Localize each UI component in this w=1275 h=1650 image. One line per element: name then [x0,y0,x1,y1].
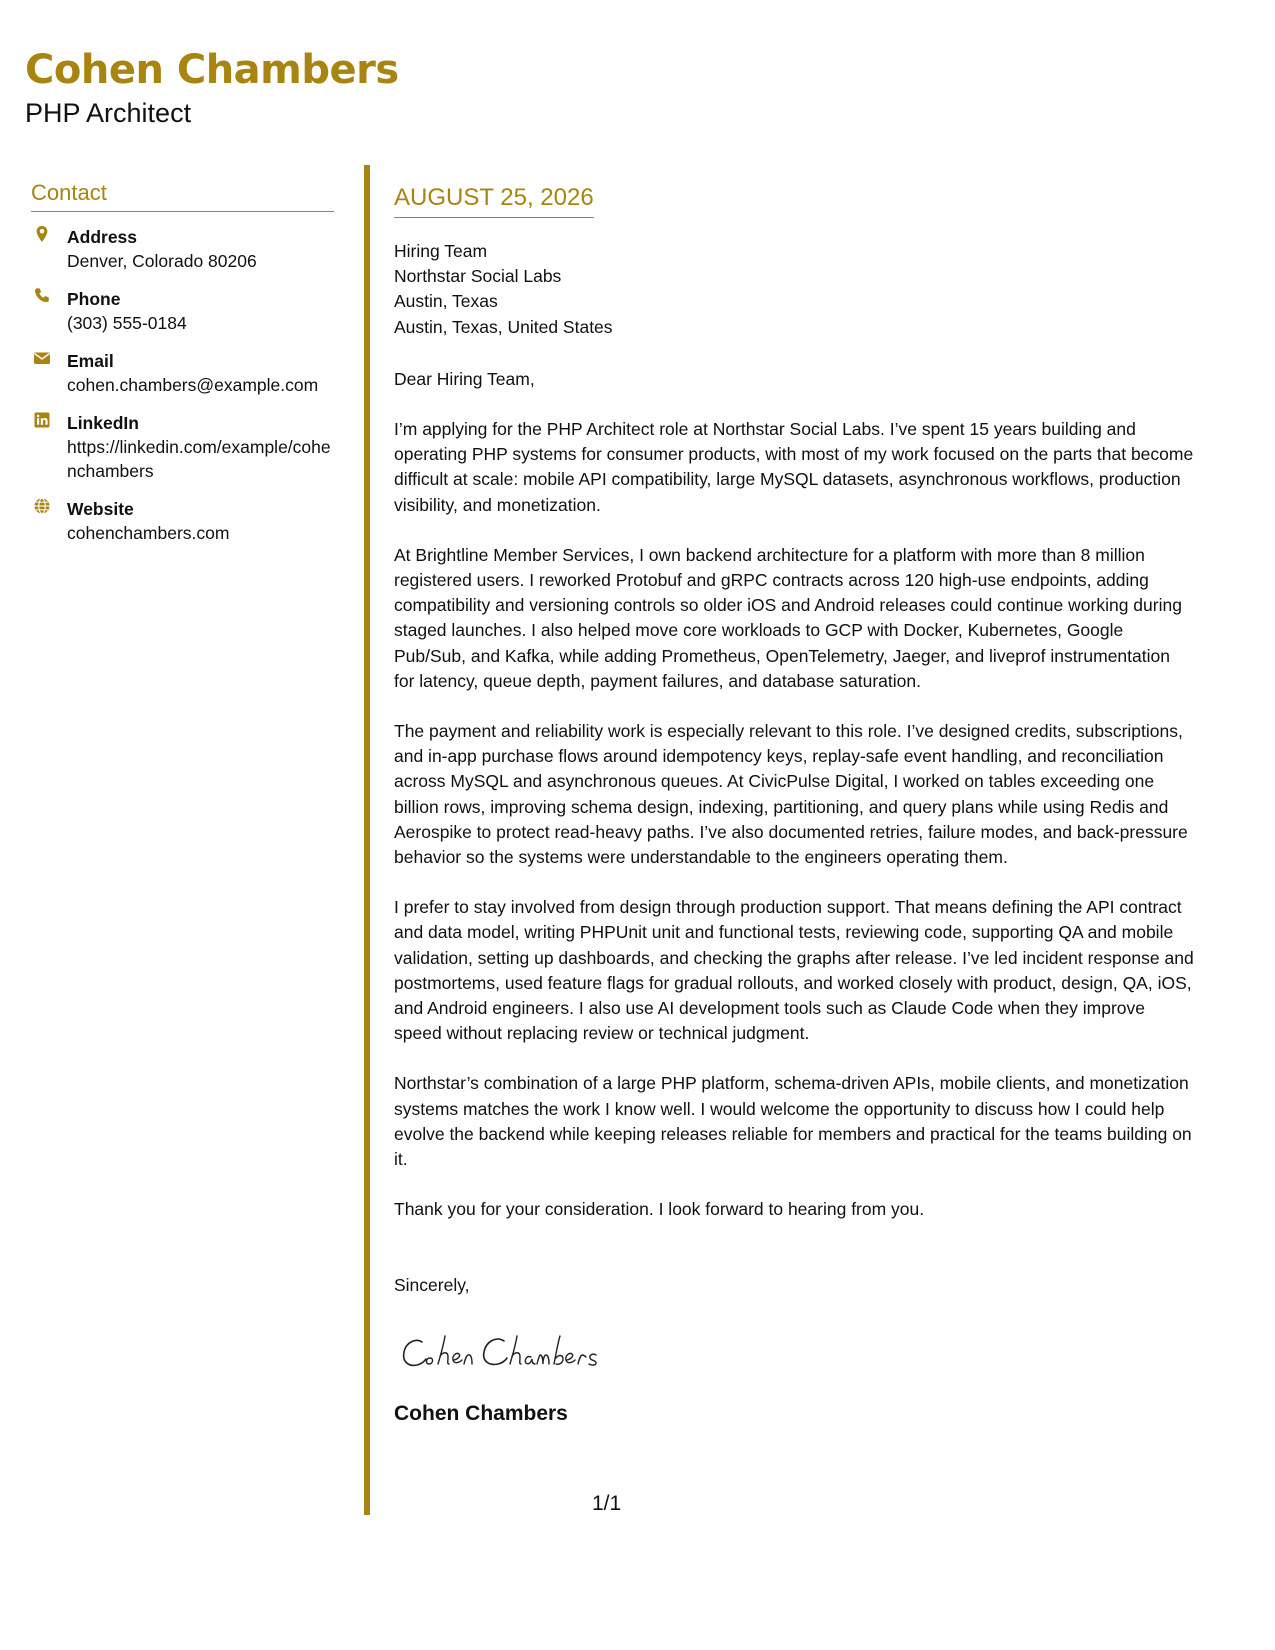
contact-label-linkedin: LinkedIn [67,413,139,433]
recipient-line: Austin, Texas, United States [394,316,613,337]
candidate-name: Cohen Chambers [25,47,399,93]
contact-label-website: Website [67,499,134,519]
body-paragraph: At Brightline Member Services, I own backend architecture for a platform with more than 8 million registered users. I reworked Protobuf and gRPC contracts across 120 high-use endpoints, adding compatibility and versioning controls so older iOS and Android releases could continue working during staged launches. I also helped move core workloads to GCP with Docker, Kubernetes, Google Pub/Sub, and Kafka, while adding Prometheus, OpenTelemetry, Jaeger, and liveprof instrumentation for latency, queue depth, payment failures, and database saturation. [394,544,1182,691]
contact-value-linkedin[interactable]: https://linkedin.com/example/cohenchambers [67,437,331,481]
body-paragraph: I’m applying for the PHP Architect role at Northstar Social Labs. I’ve spent 15 years building and operating PHP systems for consumer products, with most of my work focused on the parts that become difficult at scale: mobile API compatibility, large MySQL datasets, asynchronous workflows, production visibility, and monetization. [394,419,1194,515]
contact-item-phone [31,287,334,335]
body-paragraph: Thank you for your consideration. I look forward to hearing from you. [394,1199,925,1220]
salutation: Dear Hiring Team, [394,368,535,389]
contact-label-phone: Phone [67,289,121,309]
recipient-line: Northstar Social Labs [394,266,562,287]
body-paragraph: The payment and reliability work is especially relevant to this role. I’ve designed credits, subscriptions, and in-app purchase flows around idempotency keys, replay-safe event handling, and reconciliation across MySQL and asynchronous queues. At CivicPulse Digital, I worked on tables exceeding one billion rows, improving schema design, indexing, partitioning, and query plans while using Redis and Aerospike to protect read-heavy paths. I’ve also documented retries, failure modes, and back-pressure behavior so the systems were understandable to the engineers operating them. [394,721,1188,868]
contact-item-linkedin [31,411,334,483]
envelope-icon [33,349,51,367]
body-paragraph: Northstar’s combination of a large PHP platform, schema-driven APIs, mobile clients, and monetization systems matches the work I know well. I would welcome the opportunity to discuss how I could help evolve the backend while keeping releases reliable for members and practical for the teams building on it. [394,1073,1192,1170]
contact-value-phone: (303) 555-0184 [67,313,187,333]
recipient-block [394,239,1194,340]
body-paragraph: I prefer to stay involved from design through production support. That means defining the API contract and data model, writing PHPUnit unit and functional tests, reviewing code, supporting QA and mobile validation, setting up dashboards, and checking the graphs after release. I’ve led incident response and postmortems, used feature flags for gradual rollouts, and worked closely with product, design, QA, iOS, and Android engineers. I also use AI development tools such as Claude Code when they improve speed without replacing review or technical judgment. [394,897,1194,1044]
map-pin-icon [33,225,51,243]
contact-item-email [31,349,334,397]
job-title: PHP Architect [25,98,192,128]
contact-label-address: Address [67,227,138,247]
recipient-line: Hiring Team [394,241,488,261]
handwritten-signature [400,1328,1194,1378]
contact-item-address [31,225,334,273]
vertical-divider [364,165,370,1515]
contact-item-website [31,497,334,545]
letter-date: AUGUST 25, 2026 [394,183,594,218]
contact-label-email: Email [67,351,114,371]
contact-sidebar [31,180,334,559]
contact-heading: Contact [31,180,334,212]
contact-value-website[interactable]: cohenchambers.com [67,523,230,543]
contact-value-address: Denver, Colorado 80206 [67,251,257,271]
closing: Sincerely, [394,1274,470,1295]
signature-graphic [400,1328,640,1378]
contact-value-email: cohen.chambers@example.com [67,375,319,395]
globe-icon [33,497,51,515]
phone-icon [33,287,51,305]
page-number: 1/1 [592,1492,622,1515]
recipient-line: Austin, Texas [394,291,498,312]
letter-body [394,183,1194,1427]
linkedin-icon [33,411,51,429]
signed-name: Cohen Chambers [394,1401,568,1425]
